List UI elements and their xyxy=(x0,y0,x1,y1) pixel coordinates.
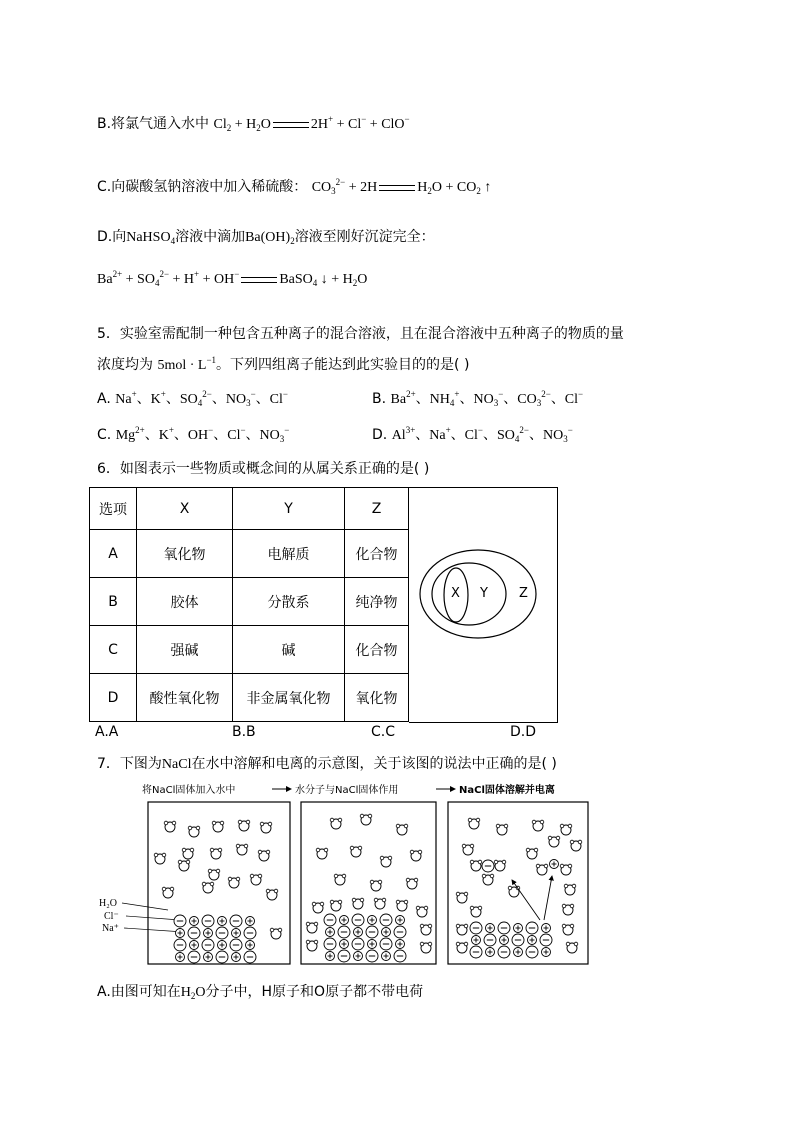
q5-option-c: C. $Mg^{2+}$、K+、OH−、Cl−、$NO_3^-$ xyxy=(97,425,290,444)
q7-option-a: A.由图可知在$H_2O$分子中，H原子和O原子都不带电荷 xyxy=(97,984,424,1001)
q5-option-b: B. $Ba^{2+}$、$NH_4^+$、$NO_3^-$、$CO_3^{2-}$、Cl− xyxy=(372,389,584,408)
q6-answer-a: A.A xyxy=(95,724,119,740)
nested-ellipse-diagram xyxy=(409,488,557,722)
nacl-lattice-3 xyxy=(470,922,552,958)
q4-option-b xyxy=(97,113,410,133)
q4-c-equation: $CO_3^{2-} + 2H$ $H_2O + CO_2$ ↑ xyxy=(311,177,492,196)
q5-option-d: D. $Al^{3+}$、Na+、Cl−、$SO_4^{2-}$、$NO_3^-$ xyxy=(372,425,573,444)
label-z: Z xyxy=(519,586,528,601)
q4-b-text: B.将氯气通入水中 xyxy=(97,116,210,132)
table-row: C 强碱 碱 化合物 xyxy=(90,626,409,674)
q5-stem-line1: 5．实验室需配制一种包含五种离子的混合溶液，且在混合溶液中五种离子的物质的量 xyxy=(97,326,624,342)
table-header: 选项 xyxy=(90,488,137,530)
q5-option-a: A. Na+、K+、$SO_4^{2-}$、$NO_3^-$、Cl− xyxy=(97,389,288,408)
q4-b-equation: $Cl_2 + H_2O$ 2H+ + Cl− + ClO− xyxy=(213,114,410,133)
table-header: Y xyxy=(233,488,345,530)
fig-caption-1: 将NaCl固体加入水中 xyxy=(142,785,236,796)
table-header: X xyxy=(137,488,233,530)
fig-caption-3: NaCl固体溶解并电离 xyxy=(459,785,555,796)
legend-cl: Cl⁻ xyxy=(104,911,119,922)
table-row: B 胶体 分散系 纯净物 xyxy=(90,578,409,626)
q4-d-text-2: 溶液中滴加 xyxy=(175,229,246,245)
q7-stem: 7．下图为NaCl在水中溶解和电离的示意图，关于该图的说法中正确的是( ) xyxy=(97,756,557,772)
q4-option-c xyxy=(97,176,491,196)
q6-answer-d: D.D xyxy=(510,724,537,740)
nacl-lattice-1 xyxy=(174,915,256,963)
q4-d-text-3: 溶液至刚好沉淀完全： xyxy=(294,229,435,245)
q6-answer-b: B.B xyxy=(232,724,256,740)
label-x: X xyxy=(451,586,460,601)
legend-na: Na⁺ xyxy=(102,923,119,934)
q6-stem: 6．如图表示一些物质或概念间的从属关系正确的是( ) xyxy=(97,461,430,477)
ellipse-y xyxy=(432,563,506,625)
label-y: Y xyxy=(480,586,488,601)
q6-options-table xyxy=(89,487,409,722)
q4-option-d: D.向NaHSO$_4$溶液中滴加$Ba(OH)_2$溶液至刚好沉淀完全： xyxy=(97,229,435,246)
q6-answer-c: C.C xyxy=(371,724,396,740)
nacl-lattice-2 xyxy=(324,914,406,962)
q6-diagram-cell xyxy=(409,487,558,723)
q4-d-text-1: D.向 xyxy=(97,229,127,245)
legend-h2o: H₂O xyxy=(99,898,117,909)
table-row: A 氧化物 电解质 化合物 xyxy=(90,530,409,578)
q7-nacl-dissolution-figure xyxy=(96,780,596,970)
table-header: Z xyxy=(345,488,409,530)
q4-c-text: C.向碳酸氢钠溶液中加入稀硫酸： xyxy=(97,179,308,195)
q4-d-equation: $Ba^{2+} + SO_4^{2-} + H^+ + OH^-$ BaSO$_4$ ↓ + $H_2O$ xyxy=(97,269,368,288)
q5-stem-line2: 浓度均为 $5mol \cdot L^{-1}$。下列四组离子能达到此实验目的的是( ) xyxy=(97,355,470,373)
table-row: D 酸性氧化物 非金属氧化物 氧化物 xyxy=(90,674,409,722)
fig-caption-2: 水分子与NaCl固体作用 xyxy=(295,785,399,796)
